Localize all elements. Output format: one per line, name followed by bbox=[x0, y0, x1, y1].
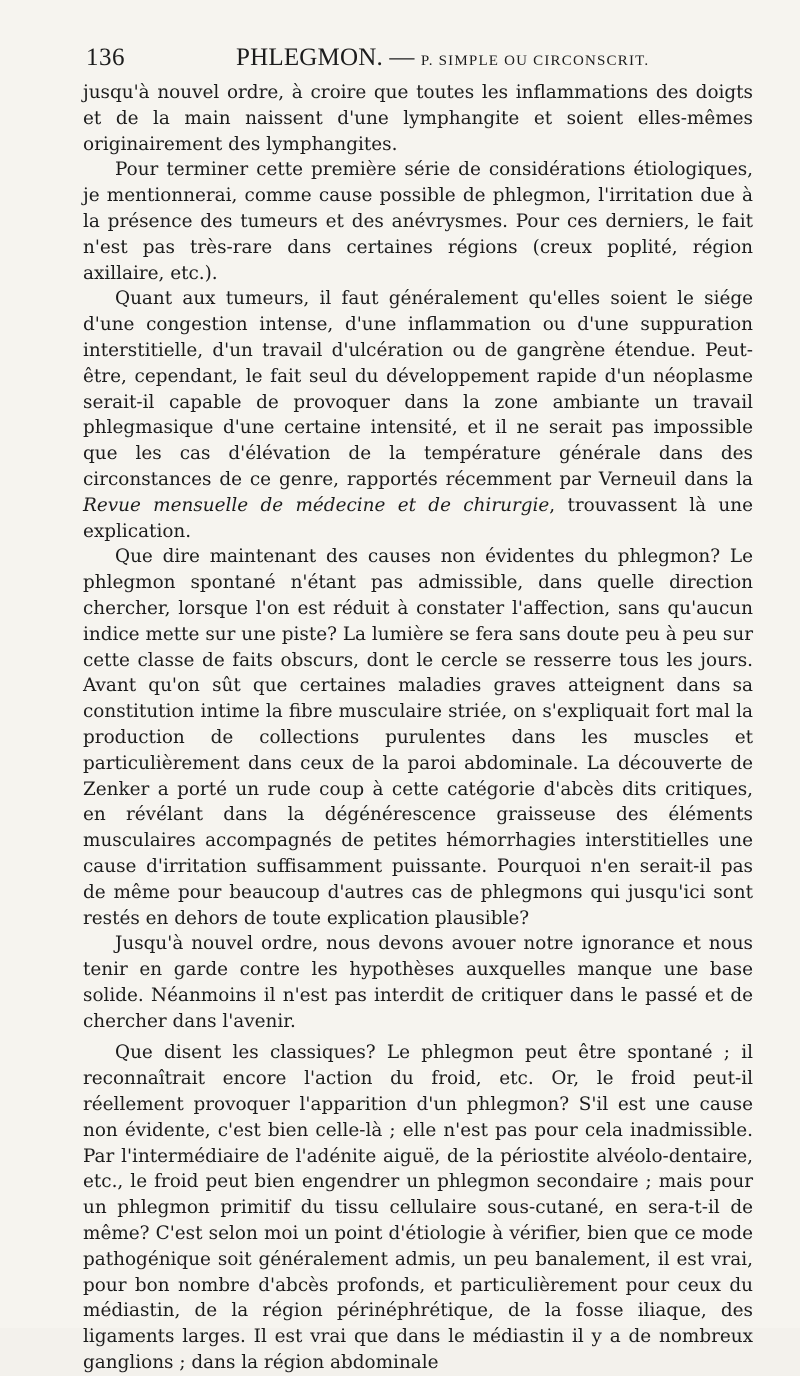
paragraph: Jusqu'à nouvel ordre, nous devons avouer notre ignorance et nous tenir en garde contre les hypothèses auxquelles manque une base solide. Néanmoins il n'est pas interdit de critiquer dans le passé et de chercher dans l'avenir. bbox=[83, 933, 753, 1032]
paragraph: Pour terminer cette première série de considérations étiologiques, je mentionnerai, comme cause possible de phlegmon, l'irritation due à la présence des tumeurs et des anévrysmes. Pour ces derniers, le fait n'est pas très-rare dans certaines régions (creux poplité, région axillaire, etc.). bbox=[83, 159, 753, 284]
paragraph: Que dire maintenant des causes non évidentes du phlegmon? Le phlegmon spontané n'étant pas admissible, dans quelle direction chercher, lorsque l'on est réduit à constater l'affection, sans qu'aucun indice mette sur une piste? La lumière se fera sans doute peu à peu sur cette classe de faits obscurs, dont le cercle se resserre tous les jours. Avant qu'on sût que certaines maladies graves atteignent dans sa constitution intime la fibre musculaire striée, on s'expliquait fort mal la production de collections purulentes dans les muscles et particulièrement dans ceux de la paroi abdominale. La découverte de Zenker a porté un rude coup à cette catégorie d'abcès dits critiques, en révélant dans la dégénérescence graisseuse des éléments musculaires accompagnés de petites hémorrhagies interstitielles une cause d'irritation suffisamment puissante. Pourquoi n'en serait-il pas de même pour beaucoup d'autres cas de phlegmons qui jusqu'ici sont restés en dehors de toute explication plausible? bbox=[83, 546, 753, 929]
running-head bbox=[236, 44, 649, 72]
page-number: 136 bbox=[86, 44, 125, 71]
body-text bbox=[83, 80, 753, 1376]
paragraph-text: Quant aux tumeurs, il faut généralement qu'elles soient le siége d'une congestion intense, d'une inflammation ou d'une suppuration interstitielle, d'un travail d'ulcération ou de gangrène étendue. Peut-être, cependant, le fait seul du développement rapide d'un néoplasme serait-il capable de provoquer dans la zone ambiante un travail phlegmasique d'une certaine intensité, et il ne serait pas impossible que les cas d'élévation de la température générale dans des circonstances de ce genre, rapportés récemment par Verneuil dans la bbox=[83, 288, 753, 490]
running-head-subtitle: P. SIMPLE OU CIRCONSCRIT. bbox=[420, 53, 650, 69]
paragraph bbox=[83, 286, 753, 544]
page-header bbox=[86, 38, 778, 78]
paragraph-continuation: jusqu'à nouvel ordre, à croire que toutes les inflammations des doigts et de la main naissent d'une lymphangite et soient elles-mêmes originairement des lymphangites. bbox=[83, 82, 753, 155]
paragraph-text: , trouvassent là une explication. bbox=[83, 494, 754, 542]
paragraph: Que disent les classiques? Le phlegmon peut être spontané ; il reconnaîtrait encore l'action du froid, etc. Or, le froid peut-il réellement provoquer l'apparition d'un phlegmon? S'il est une cause non évidente, c'est bien celle-là ; elle n'est pas pour cela inadmissible. Par l'intermédiaire de l'adénite aiguë, de la périostite alvéolo-dentaire, etc., le froid peut bien engendrer un phlegmon secondaire ; mais pour un phlegmon primitif du tissu cellulaire sous-cutané, en sera-t-il de même? C'est selon moi un point d'étiologie à vérifier, bien que ce mode pathogénique soit généralement admis, un peu banalement, il est vrai, pour bon nombre d'abcès profonds, et particulièrement pour ceux du médiastin, de la région périnéphrétique, de la fosse iliaque, des ligaments larges. Il est vrai que dans le médiastin il y a de nombreux ganglions ; dans la région abdominale bbox=[83, 1042, 753, 1374]
journal-title: Revue mensuelle de médecine et de chirurgie bbox=[83, 494, 550, 516]
running-head-title: PHLEGMON. — bbox=[236, 44, 415, 71]
